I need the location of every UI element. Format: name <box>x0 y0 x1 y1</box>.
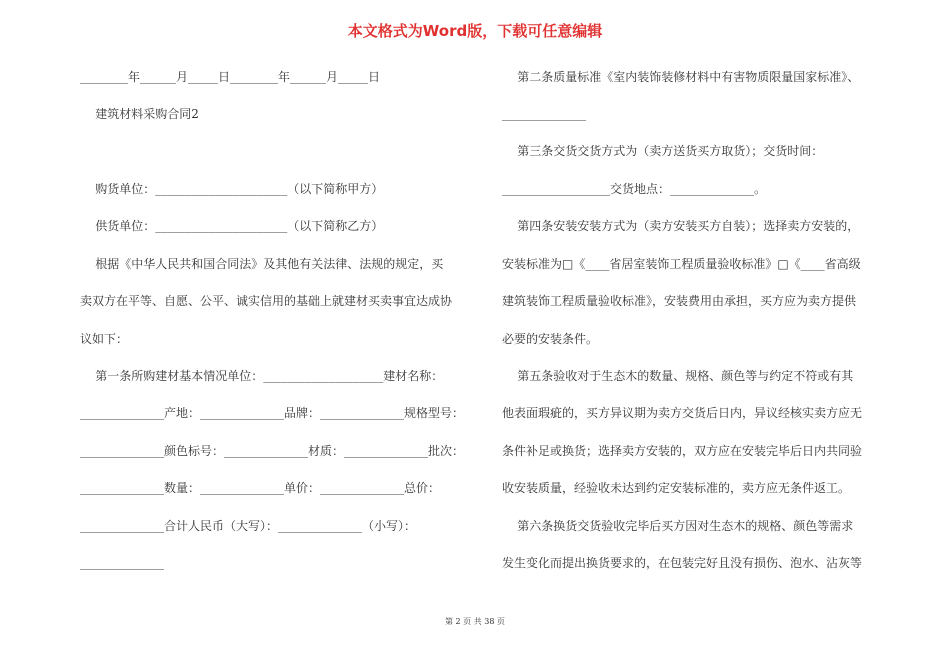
contract-title: 建筑材料采购合同2 <box>80 107 199 121</box>
preamble-line: 根据《中华人民共和国合同法》及其他有关法律、法规的规定，买 <box>80 257 444 271</box>
supplier-line: 供货单位：______________________（以下简称乙方） <box>80 219 384 233</box>
article-4-line: 安装标准为□《____省居室装饰工程质量验收标准》□《____省高级 <box>502 257 861 271</box>
article-5-line: 收安装质量，经验收未达到约定安装标准的，卖方应无条件返工。 <box>502 481 851 495</box>
article-3-line: 第三条交货交货方式为（卖方送货买方取货）；交货时间： <box>502 144 824 158</box>
preamble-line: 议如下： <box>80 332 129 346</box>
article-1-line: ______________数量：______________单价：______________总价： <box>80 481 441 495</box>
article-1-line: ______________产地：______________品牌：______________规格型号： <box>80 406 465 420</box>
article-2-line: ______________ <box>502 107 586 121</box>
article-6-line: 第六条换货交货验收完毕后买方因对生态木的规格、颜色等需求 <box>502 519 854 533</box>
date-line: ________年______月_____日________年______月_____日 <box>80 70 381 84</box>
article-4-line: 必要的安装条件。 <box>502 332 599 346</box>
article-5-line: 条件补足或换货；选择卖方安装的，双方应在安装完毕后日内共同验 <box>502 444 863 458</box>
article-5-line: 第五条验收对于生态木的数量、规格、颜色等与约定不符或有其 <box>502 369 854 383</box>
article-1-line: 第一条所购建材基本情况单位：____________________建材名称： <box>80 369 444 383</box>
article-2-line: 第二条质量标准《室内装饰装修材料中有害物质限量国家标准》、 <box>502 70 860 84</box>
article-3-line: __________________交货地点：______________。 <box>502 182 767 196</box>
article-1-line: ______________颜色标号：______________材质：______________批次： <box>80 444 465 458</box>
buyer-line: 购货单位：______________________（以下简称甲方） <box>80 182 384 196</box>
article-4-line: 第四条安装安装方式为（卖方安装买方自装）；选择卖方安装的， <box>502 219 860 233</box>
preamble-line: 卖双方在平等、自愿、公平、诚实信用的基础上就建材买卖事宜达成协 <box>80 294 453 308</box>
article-1-line: ______________合计人民币（大写）：______________（小写）： <box>80 519 417 533</box>
article-6-line: 发生变化而提出换货要求的，在包装完好且没有损伤、泡水、沾灰等 <box>502 556 863 570</box>
article-4-line: 建筑装饰工程质量验收标准》，安装费用由承担，买方应为卖方提供 <box>502 294 857 308</box>
document-banner: 本文格式为Word版，下载可任意编辑 <box>347 22 603 40</box>
article-5-line: 他表面瑕疵的，买方异议期为卖方交货后日内，异议经核实卖方应无 <box>502 406 863 420</box>
article-1-line: ______________ <box>80 556 164 570</box>
page-number: 第 2 页 共 38 页 <box>445 617 505 626</box>
